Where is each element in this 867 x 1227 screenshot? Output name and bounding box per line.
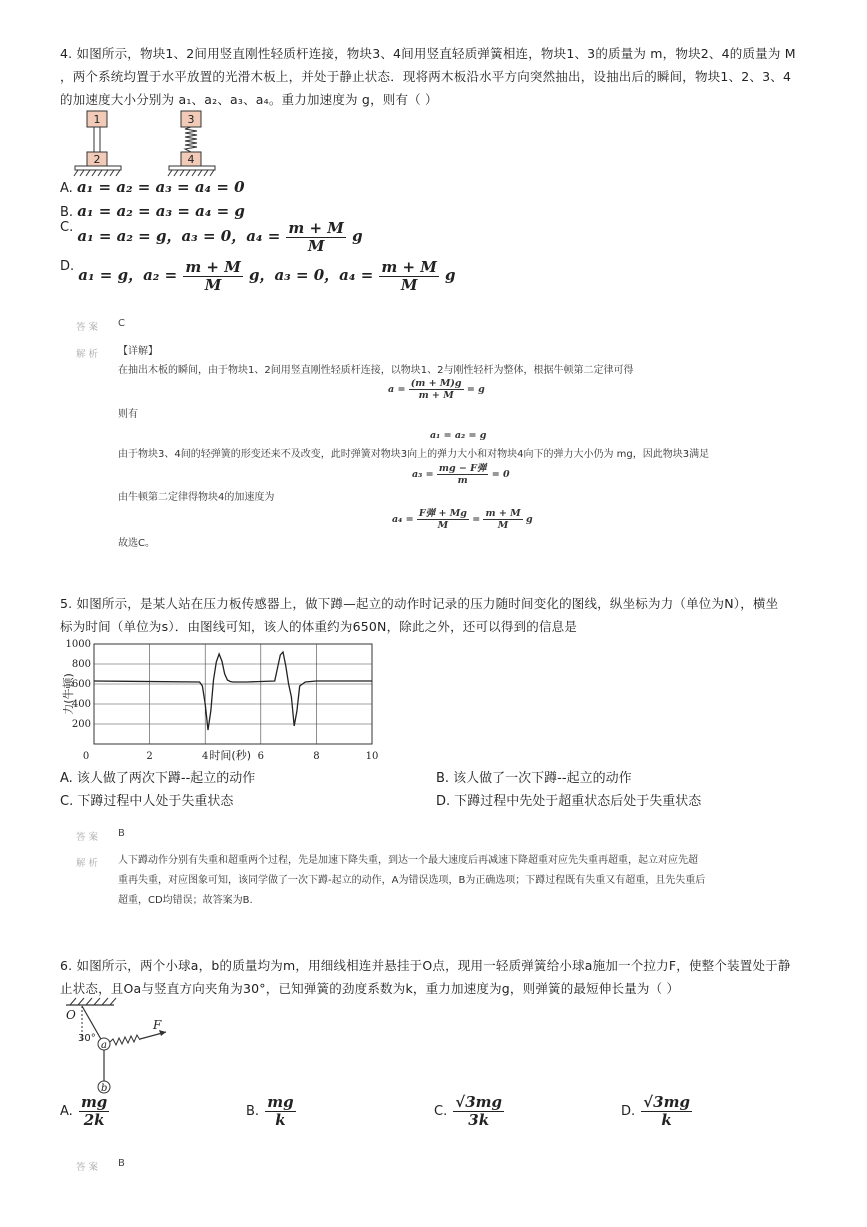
q4-exp-4: 由牛顿第二定律得物块4的加速度为 [118,492,275,503]
q6-answer: B [118,1158,125,1169]
q4-option-c-post: g [352,227,363,245]
q4-eq-1-den: m + M [418,390,454,401]
y-tick-label: 400 [71,699,91,710]
q4-option-b-text: a₁ = a₂ = a₃ = a₄ = g [77,202,245,220]
q5-answer: B [118,828,125,839]
q6-figure [60,995,190,1100]
q4-exp-1: 在抽出木板的瞬间，由于物块1、2间用竖直刚性轻质杆连接，以物块1、2与刚性轻杆为整体，根据牛顿第二定律可得 [118,365,634,376]
q4-option-c-letter: C. [60,220,74,235]
q4-stem-line-3: 的加速度大小分别为 a₁、a₂、a₃、a₄。重力加速度为 g，则有（ ） [60,92,438,107]
q4-exp-3: 由于物块3、4间的轻弹簧的形变还来不及改变，此时弹簧对物块3向上的弹力大小和对物块4向下的弹力大小仍为 mg，因此物块3满足 [118,449,710,460]
q4-option-b[interactable] [60,202,245,220]
y-axis-label: 力(牛顿) [62,673,75,715]
q5-option-b[interactable]: B. 该人做了一次下蹲--起立的动作 [436,771,632,786]
q4-stem-line-1: 4. 如图所示，物块1、2间用竖直刚性轻质杆连接，物块3、4间用竖直轻质弹簧相连，物块1、3的质量为 m，物块2、4的质量为 M [60,46,796,61]
q4-eq-4 [392,508,533,531]
q4-eq-1-num: (m + M)g [410,378,462,389]
q4-option-d-frac-2 [379,259,439,294]
q5-force-time-chart [58,636,388,764]
q6-option-b-frac [265,1094,295,1129]
q4-option-a-letter: A. [60,181,73,196]
q4-option-a[interactable] [60,178,245,196]
q6-stem-line-1: 6. 如图所示，两个小球a，b的质量均为m，用细线相连并悬挂于O点，现用一轻质弹簧给小球a施加一个拉力F，使整个装置处于静 [60,958,791,973]
q4-fig-label-3: 3 [187,113,195,126]
y-tick-label: 200 [71,719,91,730]
q6-option-d-frac [641,1094,692,1129]
q6-option-c-frac [453,1094,504,1129]
q5-stem-line-2: 标为时间（单位为s）．由图线可知，该人的体重约为650N，除此之外，还可以得到的信息是 [60,619,578,634]
q4-eq-1 [388,378,485,401]
y-tick-label: 600 [71,679,91,690]
q4-eq-3-rhs: = 0 [491,469,510,480]
q6-fig-label-o: O [66,1008,76,1022]
q6-option-c[interactable] [434,1094,506,1129]
q5-exp-1: 人下蹲动作分别有失重和超重两个过程，先是加速下降失重，到达一个最大速度后再减速下降超重对应先失重再超重，起立对应先超 [118,855,698,866]
q4-option-d-letter: D. [60,259,75,274]
q4-option-d-frac-1 [183,259,243,294]
q6-stem-line-2: 止状态，且Oa与竖直方向夹角为30°，已知弹簧的劲度系数为k，重力加速度为g，则弹簧的最短伸长量为（ ） [60,981,680,996]
q4-exp-5: 故选C。 [118,538,155,549]
q6-fig-label-a: a [101,1040,107,1051]
q4-answer-label: 答案 [76,322,102,333]
q4-eq-1-frac [409,378,464,401]
q6-option-c-letter: C. [434,1104,448,1119]
q6-option-d-letter: D. [621,1104,636,1119]
y-tick-label: 1000 [65,639,91,650]
q4-option-d-post: g [445,266,456,284]
q5-exp-2: 重再失重，对应图象可知，该同学做了一次下蹲-起立的动作，A为错误选项，B为正确选项；下蹲过程既有失重又有超重，且先失重后 [118,875,706,886]
q4-eq-2: a₁ = a₂ = g [430,430,487,441]
q4-option-d-den-1: M [204,276,222,294]
q5-answer-label: 答案 [76,832,102,843]
x-tick-label: 0 [82,751,90,762]
q6-answer-label: 答案 [76,1162,102,1173]
q4-eq-4-frac-1 [417,508,469,531]
plot-area [94,644,372,744]
q6-fig-label-angle: 30° [78,1033,96,1044]
q6-option-a-num: mg [80,1093,108,1111]
q4-option-d-num-1: m + M [185,258,241,276]
q6-option-a[interactable] [60,1094,111,1129]
q4-eq-4-den-1: M [437,520,449,531]
q4-option-c[interactable] [60,220,363,255]
q4-eq-4-mid: = [472,514,481,525]
q4-eq-4-frac-2 [483,508,522,531]
q5-analysis-label: 解析 [76,858,102,869]
q6-stem [60,954,810,1000]
q6-option-c-num: √3mg [455,1093,503,1111]
q4-figure [72,108,242,178]
x-tick-label: 6 [257,751,264,762]
q4-option-d-num-2: m + M [381,258,437,276]
q6-fig-label-b: b [101,1083,108,1094]
q4-answer: C [118,318,125,329]
q5-option-a[interactable]: A. 该人做了两次下蹲--起立的动作 [60,771,256,786]
q4-eq-1-rhs: = g [466,384,485,395]
q4-analysis-label: 解析 [76,349,102,360]
q4-option-c-den: M [307,237,325,255]
q6-option-a-letter: A. [60,1104,73,1119]
y-tick-label: 800 [71,659,91,670]
q5-stem [60,592,810,638]
q4-option-d[interactable] [60,259,456,294]
q4-option-a-text: a₁ = a₂ = a₃ = a₄ = 0 [76,178,245,196]
q4-fig-label-2: 2 [93,153,101,166]
x-tick-label: 10 [365,751,379,762]
q4-fig-label-1: 1 [93,113,101,126]
q4-option-c-num: m + M [288,219,344,237]
q6-option-a-den: 2k [83,1111,105,1129]
q5-exp-3: 超重，CD均错误；故答案为B. [118,895,253,906]
q4-stem [60,42,810,111]
x-axis-label: 时间(秒) [209,749,252,762]
q4-eq-3-num: mg − F弹 [438,463,487,474]
q6-option-c-den: 3k [468,1111,490,1129]
x-tick-label: 8 [313,751,320,762]
q4-option-d-mid: g，a₃ = 0，a₄ = [248,266,374,284]
q4-eq-4-num-2: m + M [485,508,521,519]
q5-stem-line-1: 5. 如图所示，是某人站在压力板传感器上，做下蹲—起立的动作时记录的压力随时间变化的图线，纵坐标为力（单位为N），横坐 [60,596,779,611]
q4-option-d-pre: a₁ = g，a₂ = [78,266,178,284]
q4-option-d-den-2: M [400,276,418,294]
q6-option-b[interactable] [246,1094,298,1129]
x-tick-label: 4 [202,751,209,762]
q4-eq-1-lhs: a = [388,384,406,395]
q6-option-d-num: √3mg [643,1093,690,1111]
q4-option-b-letter: B. [60,205,74,220]
q4-eq-4-num-1: F弹 + Mg [418,508,467,519]
x-tick-label: 2 [146,751,153,762]
q4-stem-line-2: ，两个系统均置于水平放置的光滑木板上，并处于静止状态．现将两木板沿水平方向突然抽出，设抽出后的瞬间，物块1、2、3、4 [60,69,792,84]
q6-option-d-den: k [661,1111,672,1129]
q5-option-c[interactable]: C. 下蹲过程中人处于失重状态 [60,794,234,809]
q4-eq-3-den: m [457,475,468,486]
q4-option-c-frac [286,220,346,255]
q4-option-c-pre: a₁ = a₂ = g，a₃ = 0，a₄ = [77,227,281,245]
q4-exp-title: 【详解】 [118,346,158,357]
q6-option-b-den: k [275,1111,286,1129]
q4-eq-3-lhs: a₃ = [412,469,434,480]
q5-option-d[interactable]: D. 下蹲过程中先处于超重状态后处于失重状态 [436,794,702,809]
q6-fig-label-f: F [153,1018,162,1032]
q6-option-b-num: mg [267,1093,294,1111]
q4-eq-3-frac [437,463,489,486]
q4-eq-4-den-2: M [497,520,509,531]
q6-option-d[interactable] [621,1094,694,1129]
q4-exp-2: 则有 [118,409,138,420]
q4-eq-4-post: g [525,514,533,525]
q6-option-b-letter: B. [246,1104,260,1119]
q4-eq-4-lhs: a₄ = [392,514,414,525]
q6-option-a-frac [79,1094,109,1129]
q4-eq-3 [412,463,510,486]
q4-fig-label-4: 4 [187,153,195,166]
